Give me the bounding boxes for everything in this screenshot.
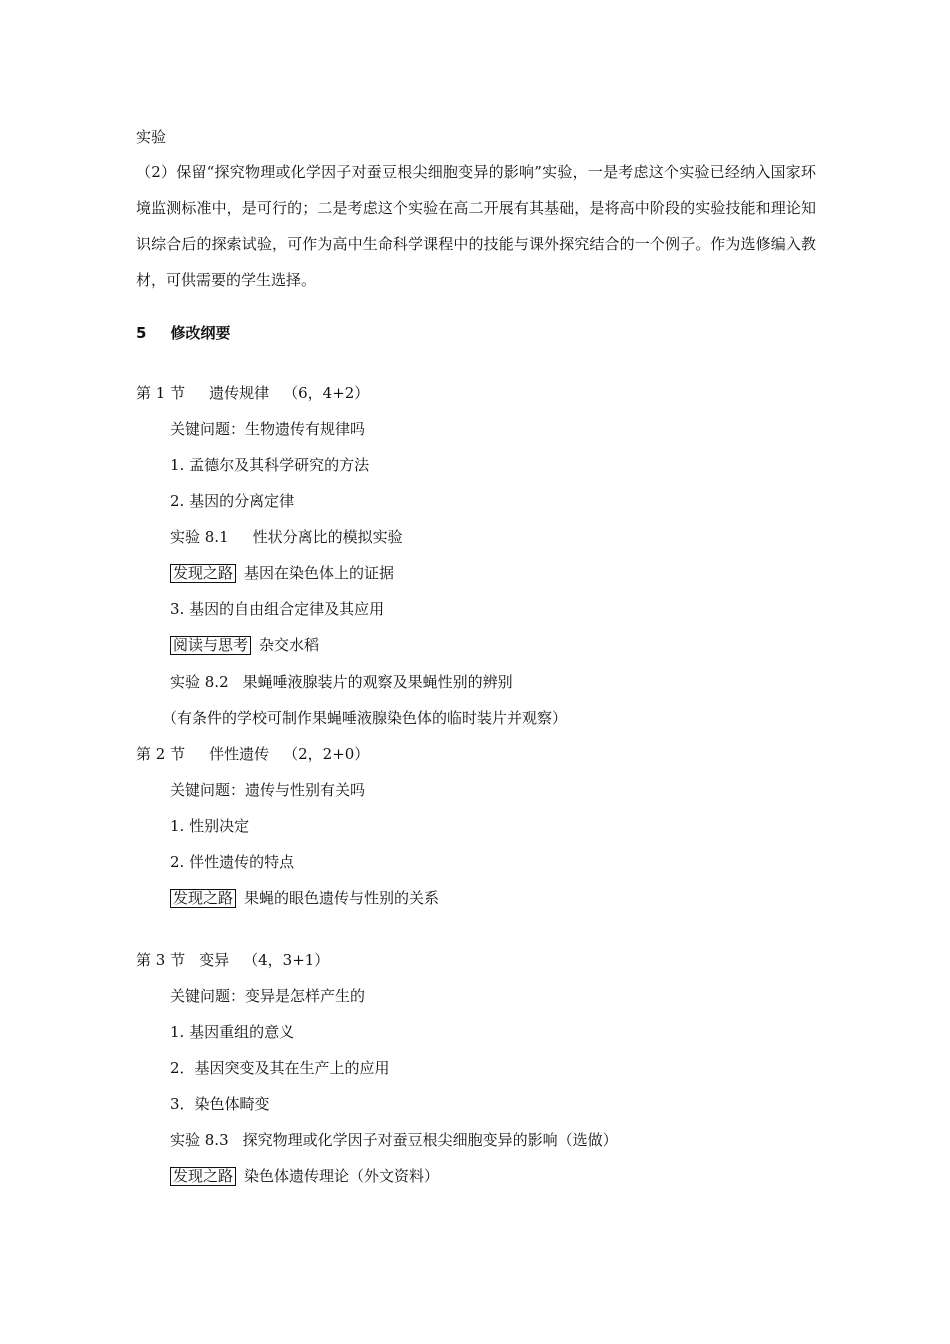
intro-paragraph: （2）保留“探究物理或化学因子对蚕豆根尖细胞变异的影响”实验，一是考虑这个实验已经纳入国家环境监测标准中，是可行的；二是考虑这个实验在高二开展有其基础，是将高中阶段的实验技能和理论知识综合后的探索试验，可作为高中生命科学课程中的技能与课外探究结合的一个例子。作为选修编入教材，可供需要的学生选择。 [136,163,816,289]
section2-label: 第 2 节 [136,745,186,763]
reading-tag: 阅读与思考 [170,636,251,655]
section1-discover [170,563,394,583]
discover-text: 染色体遗传理论（外文资料） [244,1167,440,1185]
section3-hours: （4，3+1） [243,951,330,969]
experiment-title: 探究物理或化学因子对蚕豆根尖细胞变异的影响（选做） [242,1131,618,1149]
heading-number: 5 [136,324,147,342]
section1-label: 第 1 节 [136,384,186,402]
section3-label: 第 3 节 [136,951,186,969]
discover-tag: 发现之路 [170,564,236,583]
section3-title-line [136,950,329,970]
section3-discover [170,1166,439,1186]
section3-title: 变异 [199,951,230,969]
section2-key-question: 关键问题：遗传与性别有关吗 [170,781,366,799]
discover-tag: 发现之路 [170,1167,236,1186]
section1-item-3: 3. 基因的自由组合定律及其应用 [170,600,385,618]
section1-experiment-note: （有条件的学校可制作果蝇唾液腺染色体的临时装片并观察） [162,709,568,727]
section1-hours: （6，4+2） [283,384,370,402]
section2-hours: （2，2+0） [283,745,370,763]
section3-item-3: 3．染色体畸变 [170,1095,270,1113]
experiment-label: 实验 8.3 [170,1131,229,1149]
section1-title-line [136,383,369,403]
discover-tag: 发现之路 [170,889,236,908]
section1-key-question: 关键问题：生物遗传有规律吗 [170,420,366,438]
section2-item-1: 1. 性别决定 [170,817,250,835]
section3-item-2: 2．基因突变及其在生产上的应用 [170,1059,390,1077]
experiment-label: 实验 8.2 [170,673,229,691]
section2-item-2: 2. 伴性遗传的特点 [170,853,295,871]
experiment-title: 性状分离比的模拟实验 [252,528,403,546]
section3-item-1: 1. 基因重组的意义 [170,1023,295,1041]
experiment-label: 实验 8.1 [170,528,229,546]
section1-item-2: 2. 基因的分离定律 [170,492,295,510]
discover-text: 果蝇的眼色遗传与性别的关系 [244,889,440,907]
experiment-title: 果蝇唾液腺装片的观察及果蝇性别的辨别 [242,673,513,691]
section1-reading [170,635,319,655]
section1-experiment-2 [170,672,513,692]
section-heading [136,323,230,343]
section2-title-line [136,744,369,764]
heading-title: 修改纲要 [170,324,231,342]
discover-text: 基因在染色体上的证据 [244,564,395,582]
reading-text: 杂交水稻 [259,636,320,654]
section2-title: 伴性遗传 [209,745,270,763]
section1-item-1: 1. 孟德尔及其科学研究的方法 [170,456,370,474]
section1-title: 遗传规律 [209,384,270,402]
intro-word: 实验 [136,128,167,146]
section1-experiment-1 [170,527,403,547]
section3-key-question: 关键问题：变异是怎样产生的 [170,987,366,1005]
section3-experiment [170,1130,618,1150]
section2-discover [170,888,439,908]
